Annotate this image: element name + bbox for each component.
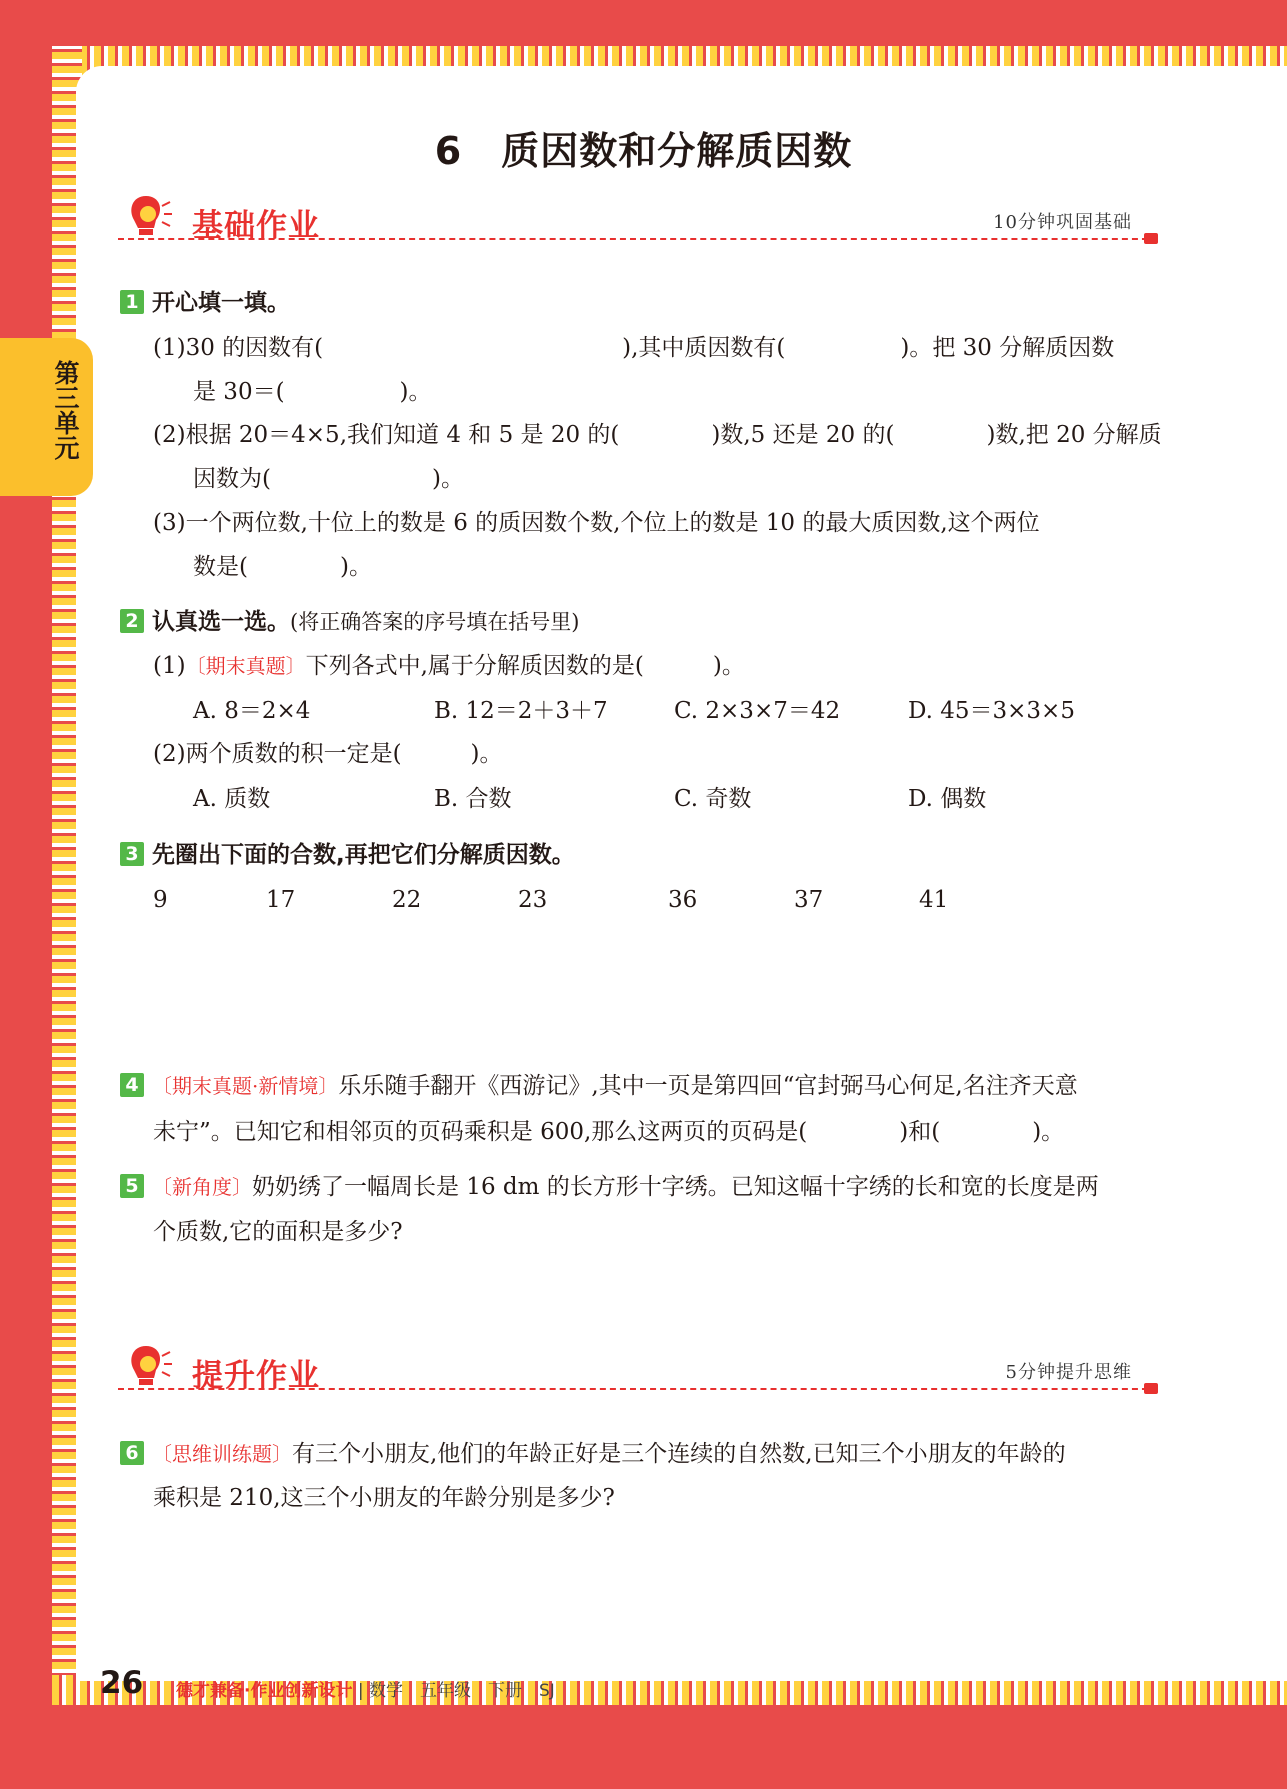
question-1-line: 因数为( )。 [193,466,464,492]
question-1-line: 是 30＝( )。 [193,379,432,405]
page-title: 6 质因数和分解质因数 [434,129,853,173]
section-subtitle: 5分钟提升思维 [1005,1362,1132,1383]
question-text: 有三个小朋友,他们的年龄正好是三个连续的自然数,已知三个小朋友的年龄的 [292,1441,1066,1467]
question-number: 4 [120,1073,144,1097]
source-tag: 〔期末真题〕 [185,654,306,678]
question-number: 6 [120,1441,144,1465]
question-1-heading [120,288,290,318]
footer-book-info: 数学 五年级 下册 SJ [369,1681,555,1701]
question-2-part-2: (2)两个质数的积一定是( )。 [153,741,503,767]
option-d: D. 45＝3×3×5 [908,698,1075,724]
number-item: 22 [392,887,422,913]
part-text: 下列各式中,属于分解质因数的是( )。 [305,653,745,679]
part-label: (1) [153,653,186,679]
page-number: 26 [100,1665,144,1701]
number-item: 37 [794,887,824,913]
number-item: 41 [919,887,949,913]
section-divider [118,1388,1158,1390]
option-d: D. 偶数 [908,786,987,812]
question-title: 开心填一填。 [152,290,290,316]
question-1-line: (1)30 的因数有( ),其中质因数有( )。把 30 分解质因数 [153,335,1115,361]
unit-tab-label: 第三单元 [51,360,80,460]
section-title: 基础作业 [192,208,320,244]
source-tag: 〔新角度〕 [152,1175,252,1199]
section-header-basic [118,192,1158,252]
question-2-part-1 [153,651,745,681]
question-6-line: 乘积是 210,这三个小朋友的年龄分别是多少? [153,1485,615,1511]
question-6-line [120,1439,1066,1469]
source-tag: 〔期末真题·新情境〕 [152,1074,339,1098]
unit-tab [0,338,93,496]
question-4-line [120,1071,1078,1101]
question-title: 先圈出下面的合数,再把它们分解质因数。 [152,842,575,868]
source-tag: 〔思维训练题〕 [152,1442,292,1466]
option-b: B. 12＝2＋3＋7 [434,698,608,724]
section-subtitle: 10分钟巩固基础 [993,212,1132,233]
question-note: (将正确答案的序号填在括号里) [290,610,580,634]
question-title: 认真选一选。 [152,609,290,635]
option-c: C. 奇数 [674,786,752,812]
footer-separator: | [352,1681,370,1701]
option-b: B. 合数 [434,786,512,812]
bulb-icon [124,1342,172,1390]
number-item: 36 [668,887,698,913]
option-a: A. 8＝2×4 [193,698,311,724]
question-4-line: 未宁”。已知它和相邻页的页码乘积是 600,那么这两页的页码是( )和( )。 [153,1119,1065,1145]
footer-brand: 德才兼备·作业创新设计 [176,1681,353,1701]
option-c: C. 2×3×7＝42 [674,698,841,724]
number-item: 9 [153,887,168,913]
section-divider-end [1144,1383,1158,1394]
section-header-advanced [118,1342,1158,1402]
question-number: 3 [120,842,144,866]
question-1-line: (2)根据 20＝4×5,我们知道 4 和 5 是 20 的( )数,5 还是 20 的( )数,把 20 分解质 [153,422,1162,448]
bulb-icon [124,192,172,240]
question-5-line: 个质数,它的面积是多少? [153,1219,403,1245]
question-3-heading [120,840,575,870]
question-1-line: (3)一个两位数,十位上的数是 6 的质因数个数,个位上的数是 10 的最大质因数,这个两位 [153,510,1040,536]
footer-info [176,1676,555,1701]
question-number: 5 [120,1174,144,1198]
question-1-line: 数是( )。 [193,554,372,580]
question-5-line [120,1172,1099,1202]
section-divider [118,238,1158,240]
question-text: 乐乐随手翻开《西游记》,其中一页是第四回“官封弼马心何足,名注齐天意 [338,1073,1078,1099]
question-text: 奶奶绣了一幅周长是 16 dm 的长方形十字绣。已知这幅十字绣的长和宽的长度是两 [252,1174,1099,1200]
option-a: A. 质数 [193,786,271,812]
question-2-heading [120,607,579,637]
section-divider-end [1144,233,1158,244]
number-item: 17 [266,887,296,913]
number-item: 23 [518,887,548,913]
question-number: 1 [120,290,144,314]
section-title: 提升作业 [192,1358,320,1394]
question-number: 2 [120,609,144,633]
